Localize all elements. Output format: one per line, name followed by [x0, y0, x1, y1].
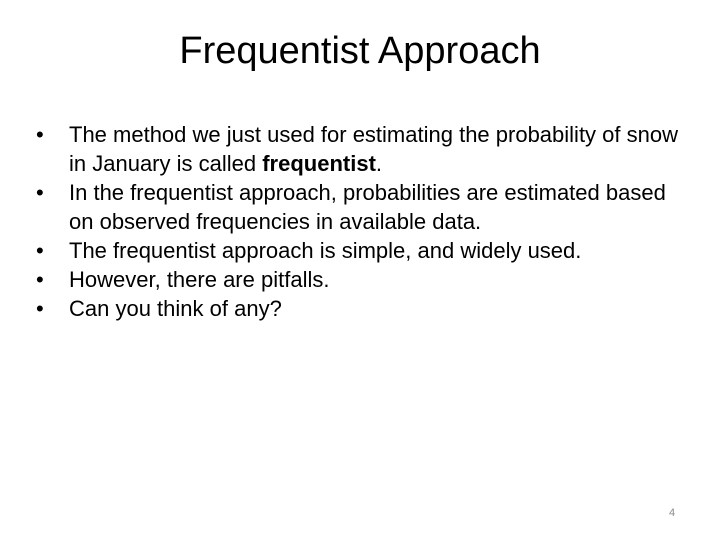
bullet-symbol: •: [36, 238, 44, 263]
bullet-text: Can you think of any?: [69, 296, 282, 321]
bullet-symbol: •: [36, 180, 44, 205]
bullet-symbol: •: [36, 296, 44, 321]
bullet-item: [36, 265, 696, 294]
bullet-list: [36, 120, 696, 323]
page-number: 4: [668, 507, 676, 519]
bullet-item: [36, 294, 696, 323]
bullet-symbol: •: [36, 122, 44, 147]
slide-title: Frequentist Approach: [179, 30, 541, 72]
bullet-symbol: •: [36, 267, 44, 292]
bullet-item: [36, 120, 696, 178]
bullet-item: [36, 236, 696, 265]
bullet-text: The method we just used for estimating the probability of snow in January is called: [69, 122, 678, 176]
bullet-text: The frequentist approach is simple, and widely used.: [69, 238, 582, 263]
bullet-text-end: .: [375, 151, 383, 176]
bullet-text: However, there are pitfalls.: [69, 267, 330, 292]
bullet-text: In the frequentist approach, probabilities are estimated based on observed frequencies in available data.: [69, 180, 666, 234]
bullet-item: [36, 178, 696, 236]
bullet-bold-term: frequentist: [262, 151, 376, 176]
